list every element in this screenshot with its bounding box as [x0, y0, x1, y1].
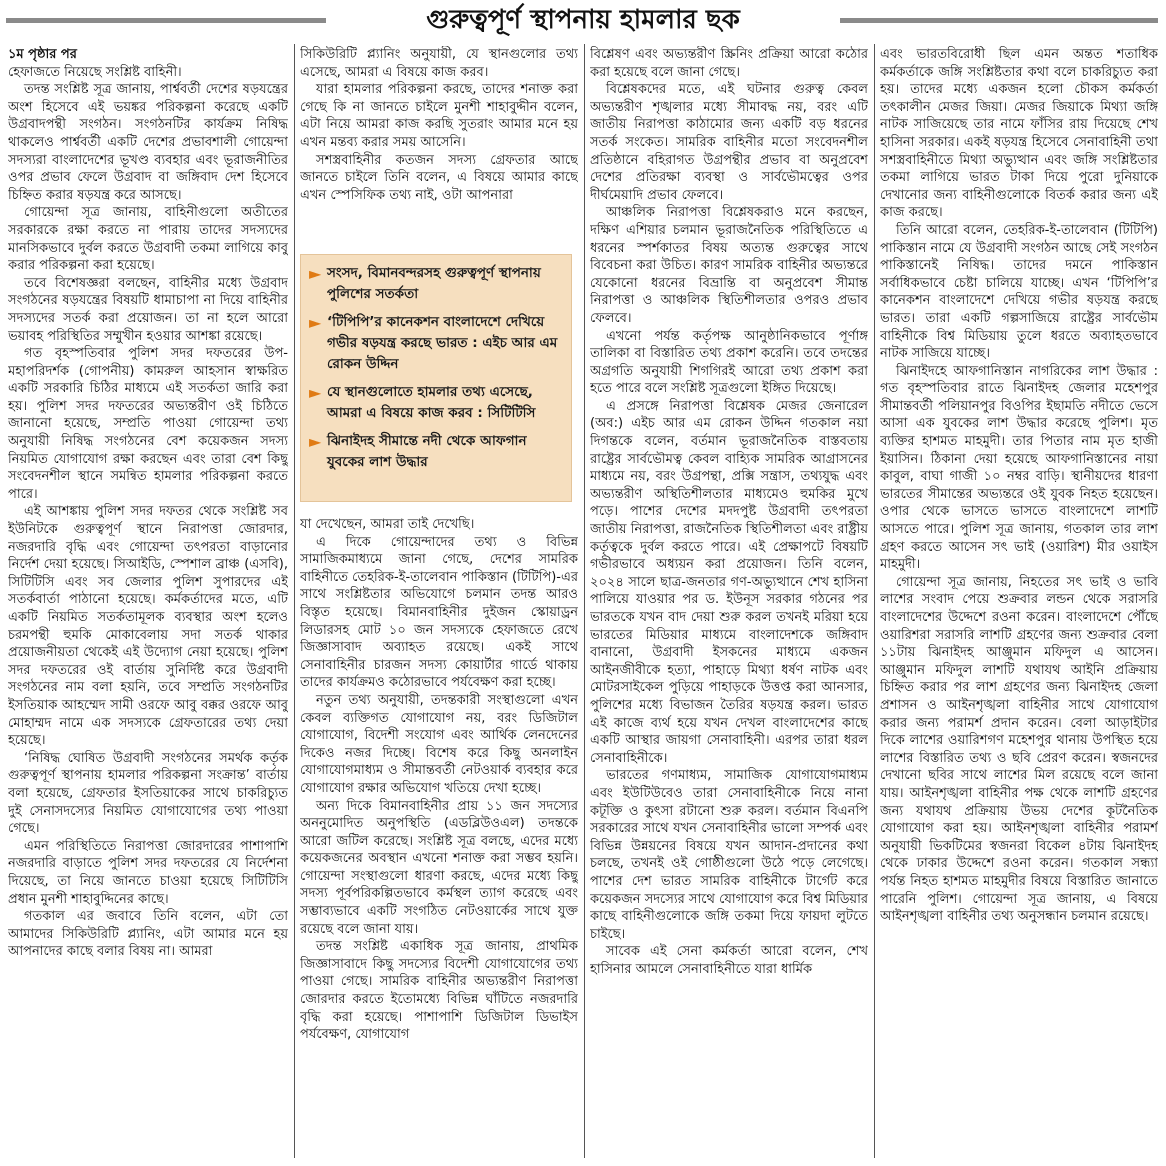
headline-rule-left — [6, 18, 326, 23]
paragraph: ভারতের গণমাধ্যম, সামাজিক যোগাযোগমাধ্যম এবং ইউটিউবেও তারা সেনাবাহিনীকে নিয়ে নানা কটূক্তি ও কুৎসা রটানো শুরু করল। বর্তমান বিএনপি সরকারের সাথে যখন সেনাবাহিনীর ভালো সম্পর্ক এবং বিভিন্ন উন্নয়নের বিষয়ে যখন আদান-প্রদানের কথা চলছে, তখনই ওই গোষ্ঠীগুলো উঠে পড়ে লেগেছে। পাশের দেশ ভারত সামরিক বাহিনীকে টার্গেট করে কয়েকজন সদস্যের সাথে যোগাযোগ করে বিশ্ব মিডিয়ার কাছে বাহিনীগুলোকে জঙ্গি তকমা দিয়ে ফায়দা লুটতে চাইছে। — [590, 768, 868, 942]
paragraph: বিশ্লেষকদের মতে, এই ঘটনার গুরুত্ব কেবল অভ্যন্তরীণ শৃঙ্খলার মধ্যে সীমাবদ্ধ নয়, বরং এটি জাতীয় নিরাপত্তা কাঠামোর জন্য একটি বড় ধরনের সতর্ক সংকেত। সামরিক বাহিনীর মতো সংবেদনশীল প্রতিষ্ঠানে বহিরাগত উগ্রপন্থীর প্রভাব বা অনুপ্রবেশ দেশের প্রতিরক্ষা ব্যবস্থা ও সার্বভৌমত্বের ওপর দীর্ঘমেয়াদি প্রভাব ফেলবে। — [590, 82, 868, 203]
paragraph: গোয়েন্দা সূত্র জানায়, নিহতের সৎ ভাই ও ভাবি লাশের সংবাদ পেয়ে শুক্রবার লন্ডন থেকে সরাসরি বাংলাদেশের উদ্দেশে রওনা করেন। বাংলাদেশে পৌঁছে ওয়ারিশরা সরাসরি লাশটি গ্রহণের জন্য শুক্রবার বেলা ১১টায় ঝিনাইদহ আঞ্জুমান মফিদুল এ আসেন। আঞ্জুমান মফিদুল লাশটি যথাযথ আইনি প্রক্রিয়ায় চিহ্নিত করার পর লাশ গ্রহণের জন্য ঝিনাইদহ জেলা প্রশাসন ও আইনশৃঙ্খলা বাহিনীর সাথে যোগাযোগ করার জন্য পরামর্শ প্রদান করেন। বেলা আড়াইটার দিকে লাশের ওয়ারিশগণ মহেশপুর থানায় উপস্থিত হয়ে লাশের বিস্তারিত তথ্য ও ছবি প্রেরণ করেন। স্বজনদের দেখানো ছবির সাথে লাশের মিল রয়েছে বলে জানা যায়। আইনশৃঙ্খলা বাহিনীর পক্ষ থেকে লাশটি গ্রহণের জন্য যথাযথ প্রক্রিয়ায় উভয় দেশের কূটনৈতিক যোগাযোগ করা হয়। আইনশৃঙ্খলা বাহিনীর পরামর্শ অনুযায়ী ভিকটিমের স্বজনরা বিকেল ৪টায় ঝিনাইদহ থেকে ঢাকার উদ্দেশে রওনা করেন। গতকাল সন্ধ্যা পর্যন্ত নিহত হাশমত মাহমুদীর বিষয়ে বিস্তারিত জানাতে পারেনি পুলিশ। গোয়েন্দা সূত্র জানায়, এ বিষয়ে আইনশৃঙ্খলা বাহিনীর তথ্য অনুসন্ধান চলমান রয়েছে। — [880, 574, 1158, 925]
paragraph: এখনো পর্যন্ত কর্তৃপক্ষ আনুষ্ঠানিকভাবে পূর্ণাঙ্গ তালিকা বা বিস্তারিত তথ্য প্রকাশ করেনি। তবে তদন্তের অগ্রগতি অনুযায়ী শিগগিরই আরো তথ্য প্রকাশ করা হতে পারে বলে সংশ্লিষ্ট সূত্রগুলো ইঙ্গিত দিয়েছে। — [590, 328, 868, 397]
paragraph: হেফাজতে নিয়েছে সংশ্লিষ্ট বাহিনী। — [8, 64, 182, 80]
paragraph: যারা হামলার পরিকল্পনা করছে, তাদের শনাক্ত করা গেছে কি না জানতে চাইলে মুনশী শাহাবুদ্দীন বলেন, এটা নিয়ে আমরা কাজ করছি সুতরাং আমার মনে হয় এখন মন্তব্য করার সময় আসেনি। — [300, 82, 578, 150]
paragraph: ‘নিষিদ্ধ ঘোষিত উগ্রবাদী সংগঠনের সমর্থক কর্তৃক গুরুত্বপূর্ণ স্থাপনায় হামলার পরিকল্পনা সংক্রান্ত’ বার্তায় বলা হয়েছে, গ্রেফতার ইসতিয়াকের সাথে চাকরিচ্যুত দুই সেনাসদস্যের নিয়মিত যোগাযোগের তথ্য পাওয়া গেছে। — [8, 750, 288, 837]
paragraph: নতুন তথ্য অনুযায়ী, তদন্তকারী সংস্থাগুলো এখন কেবল ব্যক্তিগত যোগাযোগ নয়, বরং ডিজিটাল যোগাযোগ, বিদেশী সংযোগ এবং আর্থিক লেনদেনের দিকেও নজর দিচ্ছে। বিশেষ করে কিছু অনলাইন যোগাযোগমাধ্যম ও সীমান্তবর্তী নেটওয়ার্ক ব্যবহার করে যোগাযোগ রক্ষার অভিযোগ খতিয়ে দেখা হচ্ছে। — [300, 692, 578, 796]
article-column-4 — [880, 46, 1158, 1156]
paragraph: এ প্রসঙ্গে নিরাপত্তা বিশ্লেষক মেজর জেনারেল (অব:) এইচ আর এম রোকন উদ্দিন গতকাল নয়া দিগন্তকে বলেন, বর্তমান ভূরাজনৈতিক বাস্তবতায় রাষ্ট্রের সার্বভৌমত্ব কেবল বাহ্যিক সামরিক আগ্রাসনের মাধ্যমে নয়, বরং উগ্রপন্থা, প্রক্সি সন্ত্রাস, তথ্যযুদ্ধ এবং অভ্যন্তরীণ অস্থিতিশীলতার মাধ্যমেও হুমকির মুখে পড়ে। পাশের দেশের মদদপুষ্ট উগ্রবাদী তৎপরতা জাতীয় নিরাপত্তা, রাজনৈতিক স্থিতিশীলতা এবং রাষ্ট্রীয় কর্তৃত্বকে দুর্বল করতে পারে। এই প্রেক্ষাপটে বিষয়টি গভীরভাবে অধ্যয়ন করা প্রয়োজন। তিনি বলেন, ২০২৪ সালে ছাত্র-জনতার গণ-অভ্যুত্থানে শেখ হাসিনা পালিয়ে যাওয়ার পর ড. ইউনূস সরকার গঠনের পর ভারতকে যখন বাদ দেয়া শুরু করল তখনই মরিয়া হয়ে ভারতের মিডিয়ার মাধ্যমে বাংলাদেশকে জঙ্গিবাদ বানানো, উগ্রবাদী ইসকনের মাধ্যমে একজন আইনজীবীকে হত্যা, পাহাড়ে মিথ্যা ধর্ষণ নাটক এবং মোটরসাইকেল পুড়িয়ে পাহাড়কে উত্তপ্ত করা আনসার, পুলিশের মধ্যে বিভাজন তৈরির ষড়যন্ত্র করল। ভারত এই কাজে ব্যর্থ হয়ে যখন দেখল বাংলাদেশের কাছে একটি আস্থার জায়গা সেনাবাহিনী। এরপর তারা ধরল সেনাবাহিনীকে। — [590, 398, 868, 766]
paragraph: এমন পরিস্থিতিতে নিরাপত্তা জোরদারের পাশাপাশি নজরদারি বাড়াতে পুলিশ সদর দফতরের যে নির্দেশনা দিয়েছে, তা নিয়ে জানতে চাওয়া হয়েছে সিটিটিসি প্রধান মুনশী শাহাবুদ্দিনের কাছে। — [8, 838, 288, 907]
paragraph: তবে বিশেষজ্ঞরা বলছেন, বাহিনীর মধ্যে উগ্রবাদ সংগঠনের ষড়যন্ত্রের বিষয়টি ধামাচাপা না দিয়ে বাহিনীর সদস্যদের সতর্ক করা প্রয়োজন। তা না হলে আরো ভয়াবহ পরিস্থিতির সম্মুখীন হওয়ার আশঙ্কা রয়েছে। — [8, 275, 288, 344]
article-column-2-top — [300, 46, 578, 246]
highlight-text: সংসদ, বিমানবন্দরসহ গুরুত্বপূর্ণ স্থাপনায় পুলিশের সতর্কতা — [327, 265, 541, 302]
highlight-text: ঝিনাইদহ সীমান্তে নদী থেকে আফগান যুবকের লাশ উদ্ধার — [327, 433, 527, 470]
paragraph: সিকিউরিটি প্ল্যানিং অনুযায়ী, যে স্থানগুলোর তথ্য এসেছে, আমরা এ বিষয়ে কাজ করব। — [300, 47, 578, 80]
paragraph: বিশ্লেষণ এবং অভ্যন্তরীণ স্ক্রিনিং প্রক্রিয়া আরো কঠোর করা হয়েছে বলে জানা গেছে। — [590, 47, 868, 80]
paragraph: সশস্ত্রবাহিনীর কতজন সদস্য গ্রেফতার আছে জানতে চাইলে তিনি বলেন, এ বিষয়ে আমার কাছে এখন স্পেসিফিক তথ্য নাই, ওটা আপনারা — [300, 152, 578, 203]
column-divider — [584, 44, 585, 1158]
article-column-3 — [590, 46, 868, 1156]
paragraph: অন্য দিকে বিমানবাহিনীর প্রায় ১১ জন সদস্যের অননুমোদিত অনুপস্থিতি (এডব্লিউওএল) তদন্তকে আরো জটিল করেছে। সংশ্লিষ্ট সূত্র বলছে, এদের মধ্যে কয়েকজনের অবস্থান এখনো শনাক্ত করা সম্ভব হয়নি। গোয়েন্দা সংস্থাগুলো ধারণা করছে, এদের মধ্যে কিছু সদস্য পূর্বপরিকল্পিতভাবে কর্মস্থল ত্যাগ করেছে এবং সম্ভাব্যভাবে একটি সংগঠিত নেটওয়ার্কের সাথে যুক্ত রয়েছে বলে জানা যায়। — [300, 798, 578, 937]
highlights-box — [300, 254, 572, 502]
paragraph: গতকাল এর জবাবে তিনি বলেন, এটা তো আমাদের সিকিউরিটি প্ল্যানিং, এটা আমার মনে হয় আপনাদের কাছে বলার বিষয় না। আমরা — [8, 909, 288, 960]
paragraph: তদন্ত সংশ্লিষ্ট একাধিক সূত্র জানায়, প্রাথমিক জিজ্ঞাসাবাদে কিছু সদস্যের বিদেশী যোগাযোগের তথ্য পাওয়া গেছে। সামরিক বাহিনীর অভ্যন্তরীণ নিরাপত্তা জোরদার করতে ইতোমধ্যে বিভিন্ন ঘাঁটিতে নজরদারি বৃদ্ধি করা হয়েছে। পাশাপাশি ডিজিটাল ডিভাইস পর্যবেক্ষণ, যোগাযোগ — [300, 939, 578, 1043]
paragraph: এই আশঙ্কায় পুলিশ সদর দফতর থেকে সংশ্লিষ্ট সব ইউনিটকে গুরুত্বপূর্ণ স্থানে নিরাপত্তা জোরদার, নজরদারি বৃদ্ধি এবং গোয়েন্দা তৎপরতা বাড়ানোর নির্দেশ দেয়া হয়েছে। সিআইডি, স্পেশাল ব্রাঞ্চ (এসবি), সিটিটিসি এবং সব জেলার পুলিশ সুপারদের এই সতর্কবার্তা পাঠানো হয়েছে। কর্মকর্তাদের মতে, এটি একটি নিয়মিত সতর্কতামূলক ব্যবস্থার অংশ হলেও চরমপন্থী হুমকি মোকাবেলায় সদা সতর্ক থাকার প্রয়োজনীয়তা থেকেই এই উদ্যোগ নেয়া হয়েছে। পুলিশ সদর দফতরের ওই বার্তায় সুনির্দিষ্ট করে উগ্রবাদী সংগঠনের নাম বলা হয়নি, তবে সম্প্রতি সংগঠনটির ইসতিয়াক আহম্মেদ সামী ওরফে আবু বক্কর ওরফে আবু মোহাম্মদ নামে এক সদস্যকে গ্রেফতারের তথ্য দেয়া হয়েছে। — [8, 504, 288, 749]
headline-bar — [0, 0, 1166, 40]
article-column-1 — [8, 46, 288, 1156]
paragraph: গোয়েন্দা সূত্র জানায়, বাহিনীগুলো অতীতের সরকারকে রক্ষা করতে না পারায় তাদের সদস্যদের মানসিকভাবে দুর্বল করতে উগ্রবাদী তকমা লাগিয়ে কাবু করার পরিকল্পনা করা হয়েছে। — [8, 205, 288, 274]
highlight-text: যে স্থানগুলোতে হামলার তথ্য এসেছে, আমরা এ বিষয়ে কাজ করব : সিটিটিসি — [327, 384, 536, 421]
continuation-label: ১ম পৃষ্ঠার পর — [8, 47, 77, 62]
paragraph: তদন্ত সংশ্লিষ্ট সূত্র জানায়, পার্শ্ববর্তী দেশের ষড়যন্ত্রের অংশ হিসেবে এই ভয়ঙ্কর পরিকল্পনা করেছে একটি উগ্রবাদপন্থী সংগঠন। সংগঠনটির কার্যক্রম নিষিদ্ধ থাকলেও পার্শ্ববর্তী একটি দেশের প্রভাবশালী গোয়েন্দা সদস্যরা বাংলাদেশের ভূখণ্ড ব্যবহার এবং ভূরাজনীতির ওপর প্রভাব ফেলে উগ্রবাদ বা জঙ্গিবাদ দেশ হিসেবে চিহ্নিত করার ষড়যন্ত্র করে আসছে। — [8, 82, 288, 203]
triangle-right-icon: ► — [309, 313, 322, 332]
paragraph: তিনি আরো বলেন, তেহরিক-ই-তালেবান (টিটিপি) পাকিস্তান নামে যে উগ্রবাদী সংগঠন আছে সেই সংগঠন পাকিস্তানেই নিষিদ্ধ। তাদের দমনে পাকিস্তান সর্বাধিকভাবে চেষ্টা চালিয়ে যাচ্ছে। এখন ‘টিপিপি’র কানেকশন বাংলাদেশে দেখিয়ে গভীর ষড়যন্ত্র করছে ভারত। তারা একটি গল্পসাজিয়ে রাষ্ট্রের সার্বভৌম বাহিনীকে বিশ্ব মিডিয়ায় তুলে ধরতে অব্যাহতভাবে নাটক সাজিয়ে যাচ্ছে। — [880, 222, 1158, 362]
column-divider — [874, 44, 875, 1158]
triangle-right-icon: ► — [309, 264, 322, 283]
paragraph: এ দিকে গোয়েন্দাদের তথ্য ও বিভিন্ন সামাজিকমাধ্যমে জানা গেছে, দেশের সামরিক বাহিনীতে তেহরিক-ই-তালেবান পাকিস্তান (টিটিপি)-এর সাথে সংশ্লিষ্টতার অভিযোগে চলমান তদন্ত আরও বিস্তৃত হয়েছে। বিমানবাহিনীর দুইজন স্কোয়াড্রন লিডারসহ মোট ১০ জন সদস্যকে হেফাজতে রেখে জিজ্ঞাসাবাদ অব্যাহত রয়েছে। একই সাথে সেনাবাহিনীর চারজন সদস্য কোয়ার্টার গার্ডে থাকায় তাদের কার্যক্রমও কঠোরভাবে পর্যবেক্ষণ করা হচ্ছে। — [300, 534, 578, 691]
column-divider — [294, 44, 295, 1158]
highlight-text: ‘টিপিপি’র কানেকশন বাংলাদেশে দেখিয়ে গভীর ষড়যন্ত্র করছে ভারত : এইচ আর এম রোকন উদ্দিন — [327, 314, 558, 372]
highlight-item — [309, 263, 563, 305]
article-column-2-bottom — [300, 516, 578, 1156]
paragraph: এবং ভারতবিরোধী ছিল এমন অন্তত শতাধিক কর্মকর্তাকে জঙ্গি সংশ্লিষ্টতার কথা বলে চাকরিচ্যুত করা হয়। তাদের মধ্যে একজন হলো চৌকস কর্মকর্তা তৎকালীন মেজর জিয়া। মেজর জিয়াকে মিথ্যা জঙ্গি নাটক সাজিয়েছে তার নামে ফাঁসির রায় দিয়েছে শেখ হাসিনা সরকার। একই ষড়যন্ত্র হিসেবে সেনাবাহিনী তথা সশস্ত্রবাহিনীতে মিথ্যা অভ্যুত্থান এবং জঙ্গি সংশ্লিষ্টতার তকমা লাগিয়ে ভারত টাকা দিয়ে পুরো দুনিয়াকে দেখানোর জন্য বাহিনীগুলোকে বিতর্ক করার জন্য এই কাজ করছে। — [880, 47, 1158, 221]
paragraph: আঞ্চলিক নিরাপত্তা বিশ্লেষকরাও মনে করছেন, দক্ষিণ এশিয়ার চলমান ভূরাজনৈতিক পরিস্থিতিতে এ ধরনের স্পর্শকাতর বিষয় অত্যন্ত গুরুত্বের সাথে বিবেচনা করা উচিত। কারণ সামরিক বাহিনীর অভ্যন্তরে যেকোনো ধরনের বিভ্রান্তি বা অনুপ্রবেশ সীমান্ত নিরাপত্তা ও আঞ্চলিক স্থিতিশীলতার ওপরও প্রভাব ফেলবে। — [590, 205, 868, 326]
triangle-right-icon: ► — [309, 432, 322, 451]
paragraph: সাবেক এই সেনা কর্মকর্তা আরো বলেন, শেখ হাসিনার আমলে সেনাবাহিনীতে যারা ধার্মিক — [590, 944, 868, 977]
paragraph: যা দেখেছেন, আমরা তাই দেখেছি। — [300, 517, 475, 532]
paragraph: গত বৃহস্পতিবার পুলিশ সদর দফতরের উপ-মহাপরিদর্শক (গোপনীয়) কামরুল আহসান স্বাক্ষরিত একটি সরকারি চিঠির মাধ্যমে এই সতর্কতা জারি করা হয়। পুলিশ সদর দফতরের অভ্যন্তরীণ ওই চিঠিতে জানানো হয়েছে, সম্প্রতি পাওয়া গোয়েন্দা তথ্য অনুযায়ী নিষিদ্ধ সংগঠনের বেশ কয়েকজন সদস্য নিয়মিত যোগাযোগ রক্ষা করছেন এবং তারা বেশ কিছু সংবেদনশীল স্থানে সমন্বিত হামলার পরিকল্পনা করতে পারে। — [8, 346, 288, 502]
paragraph: ঝিনাইদহে আফগানিস্তান নাগরিকের লাশ উদ্ধার : গত বৃহস্পতিবার রাতে ঝিনাইদহ জেলার মহেশপুর সীমান্তবর্তী পলিয়ানপুর বিওপির ইছামতি নদীতে ভেসে আসা এক যুবকের লাশ উদ্ধার করেছে পুলিশ। মৃত ব্যক্তির হাশমত মাহমুদী। তার পিতার নাম মৃত হাজী ইয়াসিন। ঠিকানা দেয়া হয়েছে আফগানিস্তানের নায়া কাবুল, বাঘা গাজী ১০ নম্বর বাড়ি। স্থানীয়দের ধারণা ভারতের সীমান্তের অভ্যন্তরে ওই যুবক নিহত হয়েছেন। ওপার থেকে ভাসতে ভাসতে বাংলাদেশে লাশটি আসতে পারে। পুলিশ সূত্র জানায়, গতকাল তার লাশ গ্রহণ করতে আসেন সৎ ভাই (ওয়ারিশ) মীর ওয়াইস মাহমুদী। — [880, 363, 1158, 573]
highlight-item — [309, 431, 563, 473]
triangle-right-icon: ► — [309, 383, 322, 402]
highlight-item — [309, 382, 563, 424]
highlight-item — [309, 312, 563, 375]
page-headline: গুরুত্বপূর্ণ স্থাপনায় হামলার ছক — [426, 5, 740, 35]
headline-rule-right — [840, 18, 1158, 23]
